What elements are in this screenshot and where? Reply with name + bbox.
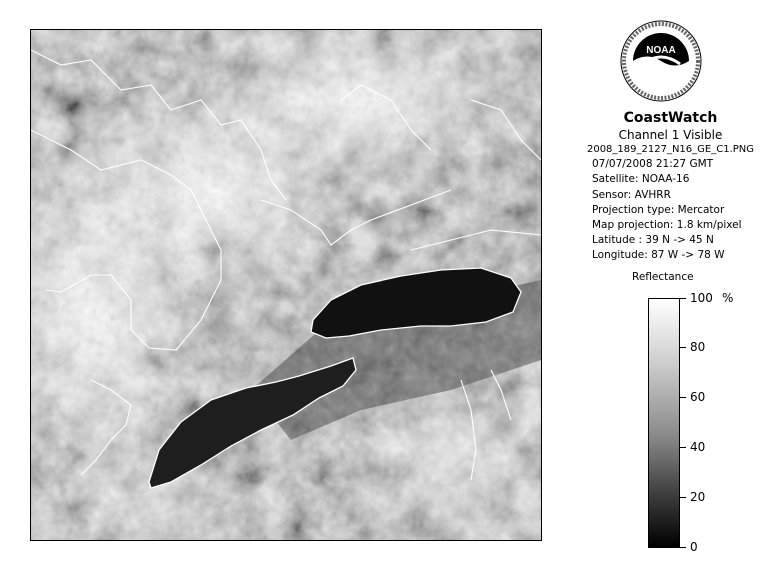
channel-label: Channel 1 Visible [618,128,723,142]
satellite-label: Satellite: NOAA-16 [592,173,690,186]
legend-tick-label: 40 [690,440,706,454]
legend-tick [680,347,686,348]
legend-tick [680,497,686,498]
datetime-label: 07/07/2008 21:27 GMT [592,158,714,171]
legend-tick-label: 100 [690,291,713,305]
svg-text:NOAA: NOAA [646,45,676,56]
legend-tick [680,397,686,398]
legend-tick-label: 0 [690,540,698,554]
legend-tick [680,447,686,448]
noaa-seal-icon [620,20,702,102]
legend-unit: % [722,291,734,305]
legend-tick-label: 20 [690,490,706,504]
longitude-label: Longitude: 87 W -> 78 W [592,249,725,262]
projection-type-label: Projection type: Mercator [592,203,725,216]
app-title: CoastWatch [623,110,718,126]
info-panel [568,110,773,264]
noaa-logo [620,20,702,102]
sensor-label: Sensor: AVHRR [592,188,671,201]
map-projection-label: Map projection: 1.8 km/pixel [592,219,742,232]
satellite-image [30,29,542,541]
legend-tick-label: 80 [690,340,706,354]
reflectance-colorbar [648,298,680,548]
legend-tick [680,298,686,299]
filename-label: 2008_189_2127_N16_GE_C1.PNG [586,144,755,155]
map-canvas [31,30,541,540]
legend-title: Reflectance [632,271,694,283]
legend-tick-label: 60 [690,390,706,404]
latitude-label: Latitude : 39 N -> 45 N [592,234,714,247]
legend-tick [680,547,686,548]
